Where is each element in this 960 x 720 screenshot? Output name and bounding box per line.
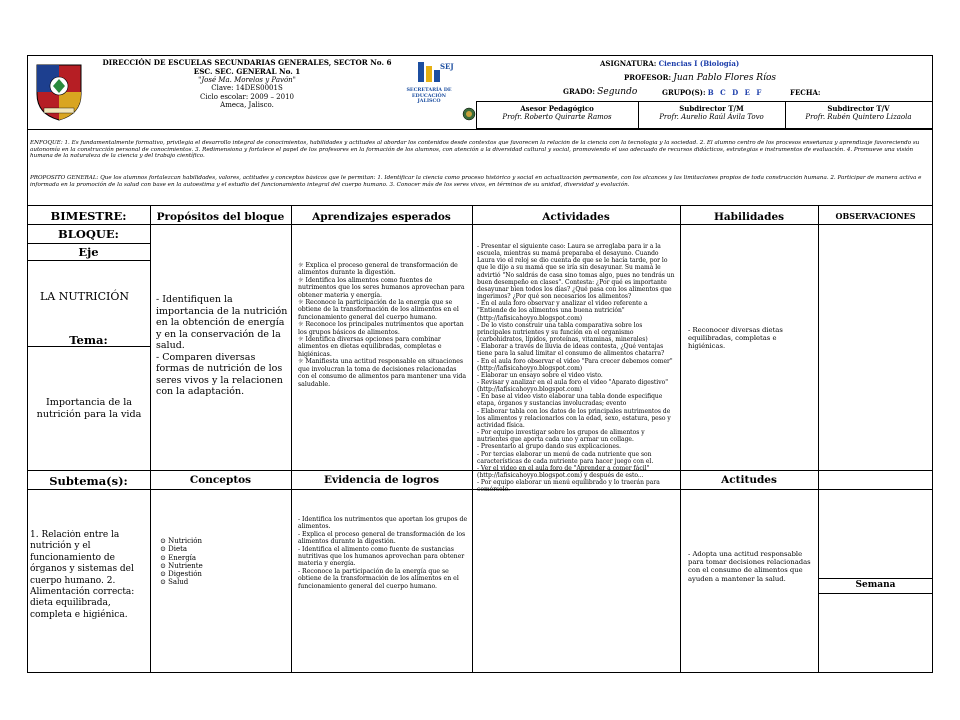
col-evidencia: Evidencia de logros <box>323 474 440 486</box>
concepto-item: ⊙ Energía <box>160 553 197 562</box>
aprendizaje-item: ☼ Identifica los alimentos como fuentes de nutrimentos que los seres humanos aprovechan para obtener materia y energía. <box>298 276 465 299</box>
seal-icon <box>462 106 476 120</box>
actitudes-text: - Adopta una actitud responsable para tomar decisiones relacionadas con el consumo de alimentos que ayuden a mantener la salud. <box>688 550 811 583</box>
sej-label: SEJ <box>440 62 454 71</box>
aprendizaje-item: ☼ Explica el proceso general de transformación de alimentos durante la digestión. <box>298 262 458 277</box>
school-logo <box>34 62 84 122</box>
habilidades-text: - Reconocer diversas dietas equilibradas, completas e higiénicas. <box>688 326 783 351</box>
school-line-4: Clave: 14DES0001S <box>211 84 283 93</box>
sej-logo <box>396 60 468 120</box>
col-conceptos: Conceptos <box>189 474 252 486</box>
grupos-value: B C D E F <box>707 88 764 97</box>
eje-label: Eje <box>78 245 99 259</box>
fecha-label: FECHA: <box>790 88 821 97</box>
col-aprendizajes: Aprendizajes esperados <box>312 211 451 223</box>
aprendizaje-item: ☼ Reconoce los principales nutrimentos que aportan los grupos básicos de alimentos. <box>298 321 464 336</box>
col-propositos: Propósitos del bloque <box>156 211 285 223</box>
school-line-1: DIRECCIÓN DE ESCUELAS SECUNDARIAS GENERALES, SECTOR No. 6 <box>102 58 392 67</box>
aprendizaje-item: ☼ Identifica diversas opciones para combinar alimentos en dietas equilibradas, completas e higiénicas. <box>298 336 442 358</box>
school-info <box>92 58 402 110</box>
eje-value: LA NUTRICIÓN <box>40 290 130 303</box>
tema-label: Tema: <box>69 333 108 347</box>
col-actividades: Actividades <box>542 211 610 223</box>
asesor-value: Profr. Roberto Quirarte Ramos <box>502 113 612 122</box>
col-actitudes: Actitudes <box>721 474 777 486</box>
grupos-row: GRUPO(S): B C D E F <box>662 88 764 97</box>
aprendizaje-item: ☼ Reconoce la participación de la energía que se obtiene de la transformación de los alimentos en el funcionamiento general del cuerpo humano. <box>298 299 459 321</box>
col-observaciones: OBSERVACIONES <box>835 211 916 221</box>
actividades-text: - Presentar el siguiente caso: Laura se arreglaba para ir a la escuela, mientras su mamá preparaba el desayuno. Cuando Laura vio el reloj se dio cuenta de que se le hacía tarde, por lo que le dijo a su mamá que se iría sin desayunar. Su mamá le advirtió "No saldrás de casa sino tomas algo, pues no tendrás un buen desempeño en clases". Contesta: ¿Por qué es importante desayunar bien todos los días? ¿Qué pasa con los alimentos que ingerimos? ¿Por qué son necesarios los alimentos? - En el aula foro observar y analizar el video referente a "Entiende de los alimentos una buena nutrición" (http://lafisicahoyyo.blogspot.com) - De lo visto construir una tabla comparativa sobre los principales nutrientes y su función en el organismo (carbohidratos, lípidos, proteínas, vitaminas, minerales) - Elaborar a través de lluvia de ideas contesta, ¿Qué ventajas tiene para la salud limitar el consumo de alimentos chatarra? - En el aula foro observar el video "Para crecer debemos comer" (http://lafisicahoyyo.blogspot.com) - Elaborar un ensayo sobre el video visto. - Revisar y analizar en el aula foro el video "Aparato digestivo" (http://lafisicahoyyo.blogspot.com) - En base al video visto elaborar una tabla donde especifique etapa, órganos y sustancias involucradas; evento - Elaborar tabla con los datos de los principales nutrimentos de los alimentos y relacionarlos con la edad, sexo, estatura, peso y actividad física. - Por equipo investigar sobre los grupos de alimentos y nutrientes que aporta cada uno y armar un collage. - Presentarlo al grupo dando sus explicaciones. - Por tercias elaborar un menú de cada nutriente que son características de cada nutriente para hacer juego con el. - Ver el video en el aula foro de "Aprender a comer fácil" (http://lafisicahoyyo.blogspot.com) y después de esto... - Por equipo elaborar un menú equilibrado y lo traerán para comérselo. <box>477 243 675 494</box>
enfoque-text: ENFOQUE: 1. Es fundamentalmente formativo, privilegia el desarrollo integral de conocimientos, habilidades y actitudes al abordar los contenidos desde contextos que favorecen la relación de la ciencia con la tecnología y la sociedad. 2. El alumno centro de los procesos enseñanza y aprendizaje favoreciendo su autonomía en la construcción personal de conocimientos. 3. Redimensiona y fortalece el papel de los profesores en la formación de los alumnos, con atención a la diversidad cultural y social, promoviendo el uso adecuado de recursos didácticos, estrategias e instrumentos de evaluación. 4. Promueve una visión humana de la naturaleza de la ciencia y del trabajo científico. <box>30 140 920 160</box>
evidencia-text: - Identifica los nutrimentos que aportan los grupos de alimentos. - Explica el proceso general de transformación de los alimentos durante la digestión. - Identifica el alimento como fuente de sustancias nutritivas que los humanos aprovechan para obtener materia y energía. - Reconoce la participación de la energía que se obtiene de la transformación de los alimentos en el funcionamiento general del cuerpo humano. <box>298 516 468 590</box>
profesor-value: Juan Pablo Flores Ríos <box>673 73 776 83</box>
aprendizajes-list <box>298 262 468 388</box>
propositos-text: - Identifiquen la importancia de la nutrición en la obtención de energía y en la conservación de la salud. - Comparen diversas formas de nutrición de los seres vivos y la relacionen con la adaptación. <box>156 294 288 397</box>
col-habilidades: Habilidades <box>713 211 785 223</box>
concepto-item: ⊙ Nutriente <box>160 561 203 570</box>
school-line-6: Ameca, Jalisco. <box>220 101 274 110</box>
aprendizaje-item: ☼ Manifiesta una actitud responsable en situaciones que involucran la toma de decisiones relacionadas con el consumo de alimentos para mantener una vida saludable. <box>298 358 467 388</box>
proposito-general-text: PROPÓSITO GENERAL: Que los alumnos fortalezcan habilidades, valores, actitudes y conceptos básicos que le permitan: 1. Identificar la ciencia como proceso histórico y social en actualización permanente, con los alcances y las limitaciones propios de toda construcción humana. 2. Participar de manera activa e informada en la promoción de la salud con base en la autoestima y el estudio del funcionamiento integral del cuerpo humano. 3. Conocer más de los seres vivos, en términos de su unidad, diversidad y evolución. <box>30 175 922 188</box>
tema-value: Importancia de la nutrición para la vida <box>36 397 142 420</box>
subtema-label: Subtema(s): <box>49 474 128 488</box>
subdir-tm-label: Subdirector T/M <box>679 104 744 113</box>
subdir-tv-label: Subdirector T/V <box>827 104 890 113</box>
asignatura-row: ASIGNATURA: Ciencias I (Biología) <box>600 59 740 68</box>
concepto-item: ⊙ Nutrición <box>160 537 203 545</box>
subdir-tv-value: Profr. Rubén Quintero Lizaola <box>805 113 912 122</box>
grado-row: GRADO: Segundo <box>563 87 638 97</box>
concepto-item: ⊙ Dieta <box>160 545 188 554</box>
subtema-value: 1. Relación entre la nutrición y el funcionamiento de órganos y sistemas del cuerpo humano. 2. Alimentación correcta: dieta equilibrada, completa e higiénica. <box>30 530 135 620</box>
grado-value: Segundo <box>597 87 638 97</box>
asignatura-value: Ciencias I (Biología) <box>658 59 740 68</box>
school-line-2: ESC. SEC. GENERAL No. 1 <box>193 67 301 76</box>
col-semana: Semana <box>855 580 896 590</box>
subdir-tm-value: Profr. Aurelio Raúl Ávila Tovo <box>659 113 764 122</box>
profesor-row: PROFESOR: Juan Pablo Flores Ríos <box>624 73 776 83</box>
school-line-5: Ciclo escolar: 2009 – 2010 <box>200 92 294 101</box>
asesor-label: Asesor Pedagógico <box>520 104 594 113</box>
sej-subtitle: SECRETARÍA DE EDUCACIÓN JALISCO <box>406 87 452 105</box>
school-line-3: "José Ma. Morelos y Pavón" <box>198 76 296 84</box>
concepto-item: ⊙ Salud <box>160 578 189 587</box>
concepto-item: ⊙ Digestión <box>160 570 202 579</box>
bimestre-label: BIMESTRE: <box>50 209 127 223</box>
conceptos-list <box>160 537 203 587</box>
bloque-label: BLOQUE: <box>58 227 119 241</box>
